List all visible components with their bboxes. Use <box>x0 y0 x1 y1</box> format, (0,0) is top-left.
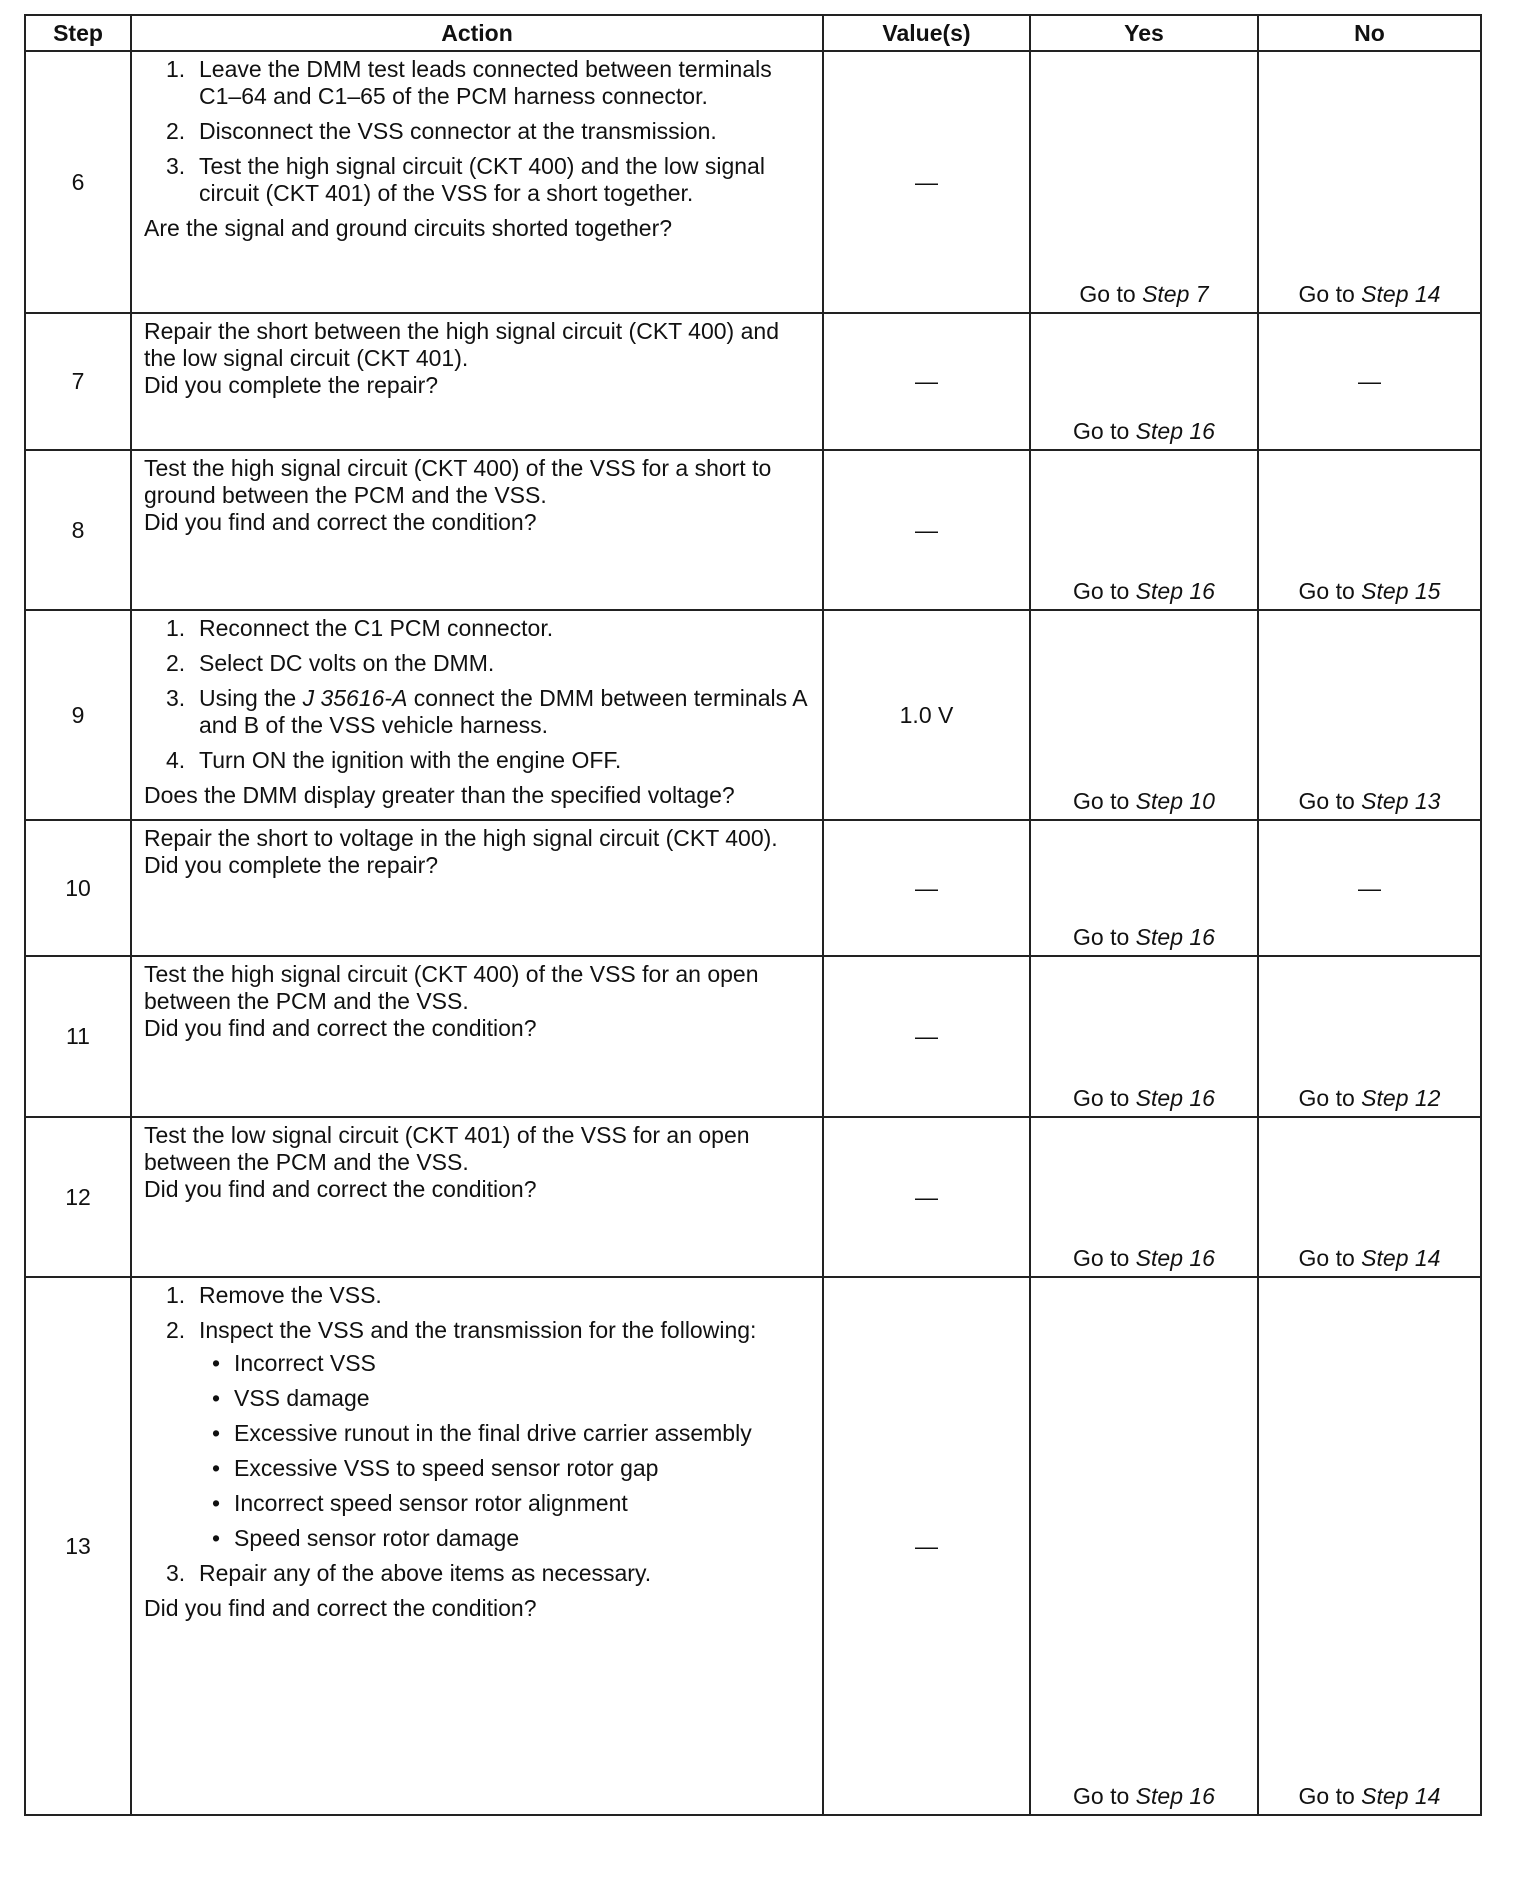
step-index: 3. <box>166 685 186 711</box>
goto-target: Step 16 <box>1135 1783 1215 1809</box>
diagnostic-table <box>24 14 1482 1816</box>
yes-cell <box>1030 1277 1258 1815</box>
action-step <box>144 650 808 677</box>
yes-cell <box>1030 1117 1258 1277</box>
step-index: 1. <box>166 56 186 82</box>
step-index: 2. <box>166 118 186 144</box>
action-steps <box>144 615 808 782</box>
action-question: Did you find and correct the condition? <box>144 1595 537 1621</box>
table-row <box>25 1117 1481 1277</box>
goto-yes <box>1031 578 1257 609</box>
goto-prefix: Go to <box>1073 1085 1130 1111</box>
goto-no <box>1259 281 1480 312</box>
value-cell: — <box>823 956 1030 1117</box>
goto-prefix: Go to <box>1298 1783 1355 1809</box>
step-text: Repair any of the above items as necessary. <box>199 1560 652 1586</box>
step-text: Leave the DMM test leads connected between terminals C1–64 and C1–65 of the PCM harness connector. <box>199 56 772 109</box>
header-action: Action <box>131 15 823 51</box>
goto-prefix: Go to <box>1073 578 1130 604</box>
step-text: Test the high signal circuit (CKT 400) and the low signal circuit (CKT 401) of the VSS for a short together. <box>199 153 765 206</box>
action-steps <box>144 56 808 215</box>
action-question: Are the signal and ground circuits shorted together? <box>144 215 673 241</box>
tool-name: J 35616-A <box>302 685 408 711</box>
action-text: Repair the short to voltage in the high signal circuit (CKT 400). <box>144 825 778 851</box>
action-cell <box>131 51 823 313</box>
no-cell <box>1258 51 1481 313</box>
goto-no <box>1259 788 1480 819</box>
no-cell <box>1258 1117 1481 1277</box>
step-text: Select DC volts on the DMM. <box>199 650 495 676</box>
goto-target: Step 10 <box>1135 788 1215 814</box>
action-question: Did you complete the repair? <box>144 852 439 878</box>
step-number: 12 <box>25 1117 131 1277</box>
goto-target: Step 14 <box>1361 1245 1441 1271</box>
action-step <box>144 685 808 739</box>
step-number: 13 <box>25 1277 131 1815</box>
action-text: Test the high signal circuit (CKT 400) of the VSS for an open between the PCM and the VSS. <box>144 961 759 1014</box>
table-row <box>25 820 1481 956</box>
list-item: • Incorrect speed sensor rotor alignment <box>199 1490 808 1517</box>
goto-no <box>1259 1085 1480 1116</box>
list-item: • Excessive runout in the final drive carrier assembly <box>199 1420 808 1447</box>
goto-target: Step 16 <box>1135 1245 1215 1271</box>
goto-no <box>1259 578 1480 609</box>
step-index: 1. <box>166 1282 186 1308</box>
goto-yes <box>1031 788 1257 819</box>
list-item: • Incorrect VSS <box>199 1350 808 1377</box>
goto-target: Step 13 <box>1361 788 1441 814</box>
step-text: Inspect the VSS and the transmission for the following: <box>199 1317 757 1343</box>
action-cell <box>131 1277 823 1815</box>
step-text: Using the <box>199 685 303 711</box>
goto-target: Step 14 <box>1361 281 1441 307</box>
goto-prefix: Go to <box>1073 1245 1130 1271</box>
step-number: 6 <box>25 51 131 313</box>
goto-target: Step 16 <box>1135 924 1215 950</box>
step-index: 2. <box>166 650 186 676</box>
step-text: Disconnect the VSS connector at the transmission. <box>199 118 717 144</box>
table-row <box>25 956 1481 1117</box>
goto-target: Step 7 <box>1142 281 1209 307</box>
value-cell: — <box>823 450 1030 610</box>
table-row <box>25 1277 1481 1815</box>
yes-cell <box>1030 313 1258 450</box>
goto-prefix: Go to <box>1298 788 1355 814</box>
goto-prefix: Go to <box>1298 1245 1355 1271</box>
step-number: 7 <box>25 313 131 450</box>
goto-prefix: Go to <box>1073 788 1130 814</box>
goto-prefix: Go to <box>1298 1085 1355 1111</box>
goto-target: Step 14 <box>1361 1783 1441 1809</box>
action-text: Test the high signal circuit (CKT 400) of the VSS for a short to ground between the PCM and the VSS. <box>144 455 772 508</box>
goto-target: Step 15 <box>1361 578 1441 604</box>
action-step <box>144 153 808 207</box>
action-cell <box>131 1117 823 1277</box>
action-cell <box>131 956 823 1117</box>
action-step <box>144 747 808 774</box>
step-text: connect the DMM between terminals A and B of the VSS vehicle harness. <box>199 685 807 738</box>
goto-no <box>1259 1245 1480 1276</box>
action-steps <box>144 1282 808 1595</box>
header-yes: Yes <box>1030 15 1258 51</box>
action-question: Did you find and correct the condition? <box>144 1015 537 1041</box>
step-text: Turn ON the ignition with the engine OFF. <box>199 747 622 773</box>
step-index: 3. <box>166 153 186 179</box>
action-step <box>144 1560 808 1587</box>
step-number: 10 <box>25 820 131 956</box>
header-values: Value(s) <box>823 15 1030 51</box>
value-cell: — <box>823 1117 1030 1277</box>
goto-prefix: Go to <box>1298 281 1355 307</box>
step-index: 1. <box>166 615 186 641</box>
action-step <box>144 56 808 110</box>
value-cell: — <box>823 1277 1030 1815</box>
goto-yes <box>1031 924 1257 955</box>
header-row <box>25 15 1481 51</box>
goto-yes <box>1031 1085 1257 1116</box>
goto-yes <box>1031 1245 1257 1276</box>
list-item: • Excessive VSS to speed sensor rotor gap <box>199 1455 808 1482</box>
step-number: 8 <box>25 450 131 610</box>
goto-prefix: Go to <box>1298 578 1355 604</box>
action-question: Did you find and correct the condition? <box>144 509 537 535</box>
table-row <box>25 610 1481 820</box>
action-step <box>144 118 808 145</box>
action-question: Does the DMM display greater than the specified voltage? <box>144 782 735 808</box>
goto-prefix: Go to <box>1073 924 1130 950</box>
step-text: Reconnect the C1 PCM connector. <box>199 615 554 641</box>
yes-cell <box>1030 450 1258 610</box>
step-number: 9 <box>25 610 131 820</box>
goto-prefix: Go to <box>1073 418 1130 444</box>
value-cell: — <box>823 51 1030 313</box>
goto-no <box>1259 1783 1480 1814</box>
yes-cell <box>1030 956 1258 1117</box>
goto-target: Step 16 <box>1135 418 1215 444</box>
action-cell <box>131 313 823 450</box>
no-cell: — <box>1258 820 1481 956</box>
action-text: Test the low signal circuit (CKT 401) of the VSS for an open between the PCM and the VSS. <box>144 1122 750 1175</box>
yes-cell <box>1030 51 1258 313</box>
goto-target: Step 16 <box>1135 1085 1215 1111</box>
step-text: Remove the VSS. <box>199 1282 382 1308</box>
step-index: 4. <box>166 747 186 773</box>
goto-target: Step 16 <box>1135 578 1215 604</box>
table-row <box>25 450 1481 610</box>
goto-prefix: Go to <box>1079 281 1136 307</box>
goto-target: Step 12 <box>1361 1085 1441 1111</box>
action-question: Did you complete the repair? <box>144 372 439 398</box>
list-item: • VSS damage <box>199 1385 808 1412</box>
action-step <box>144 615 808 642</box>
no-cell: — <box>1258 313 1481 450</box>
table-row <box>25 313 1481 450</box>
no-cell <box>1258 450 1481 610</box>
action-question: Did you find and correct the condition? <box>144 1176 537 1202</box>
step-index: 2. <box>166 1317 186 1343</box>
value-cell: — <box>823 820 1030 956</box>
step-index: 3. <box>166 1560 186 1586</box>
step-number: 11 <box>25 956 131 1117</box>
no-cell <box>1258 610 1481 820</box>
goto-yes <box>1031 281 1257 312</box>
list-item: • Speed sensor rotor damage <box>199 1525 808 1552</box>
goto-prefix: Go to <box>1073 1783 1130 1809</box>
goto-yes <box>1031 1783 1257 1814</box>
action-cell <box>131 450 823 610</box>
goto-yes <box>1031 418 1257 449</box>
inspection-list <box>199 1350 808 1552</box>
value-cell: 1.0 V <box>823 610 1030 820</box>
action-step <box>144 1317 808 1552</box>
action-cell <box>131 820 823 956</box>
action-step <box>144 1282 808 1309</box>
header-step: Step <box>25 15 131 51</box>
header-no: No <box>1258 15 1481 51</box>
no-cell <box>1258 1277 1481 1815</box>
table-row <box>25 51 1481 313</box>
action-cell <box>131 610 823 820</box>
value-cell: — <box>823 313 1030 450</box>
yes-cell <box>1030 820 1258 956</box>
action-text: Repair the short between the high signal circuit (CKT 400) and the low signal circuit (CKT 401). <box>144 318 779 371</box>
yes-cell <box>1030 610 1258 820</box>
no-cell <box>1258 956 1481 1117</box>
